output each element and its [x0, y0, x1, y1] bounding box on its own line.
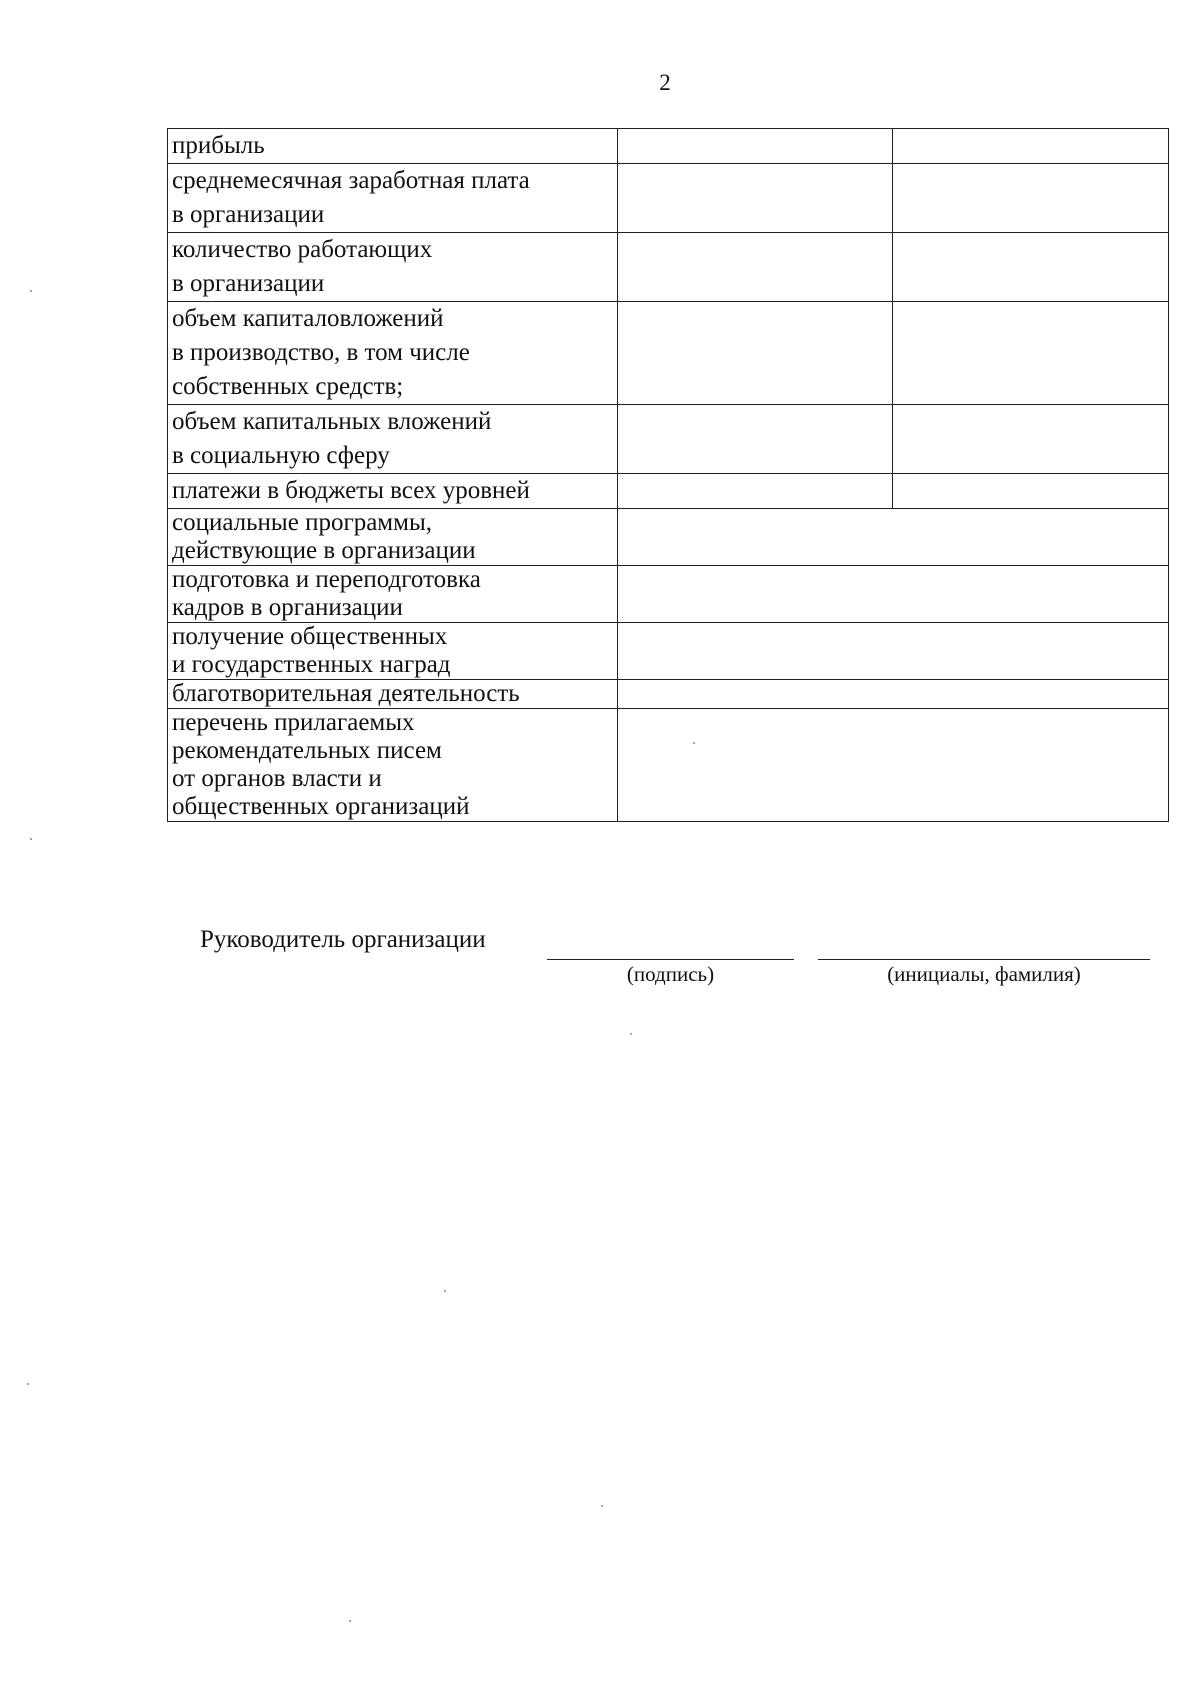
row-label-line: в организации	[172, 201, 325, 228]
row-label-cell	[168, 680, 618, 709]
table-row	[168, 680, 1169, 709]
row-label-line: собственных средств;	[172, 373, 404, 400]
value-cell[interactable]	[618, 164, 893, 233]
row-label-cell	[168, 509, 618, 566]
row-label-line: в организации	[172, 270, 325, 297]
row-label-line: в производство, в том числе	[172, 339, 470, 366]
table-row	[168, 405, 1169, 474]
value-cell[interactable]	[618, 129, 893, 164]
table-row	[168, 164, 1169, 233]
row-label-line: среднемесячная заработная плата	[172, 167, 530, 194]
signature-line	[547, 959, 794, 960]
value-cell[interactable]	[893, 474, 1169, 509]
row-label-cell	[168, 623, 618, 680]
table-body	[168, 129, 1169, 822]
signature-label: Руководитель организации	[200, 926, 486, 953]
scan-speck	[27, 1383, 29, 1385]
scan-speck	[30, 290, 32, 292]
row-label-line: действующие в организации	[172, 537, 476, 564]
name-line	[818, 959, 1150, 960]
row-label-line: социальные программы,	[172, 509, 432, 536]
row-label-cell	[168, 164, 618, 233]
value-cell[interactable]	[893, 233, 1169, 302]
table-row	[168, 233, 1169, 302]
scan-speck	[693, 742, 695, 744]
value-cell[interactable]	[618, 566, 1169, 623]
row-label-line: подготовка и переподготовка	[172, 566, 481, 593]
table-row	[168, 566, 1169, 623]
value-cell[interactable]	[618, 709, 1169, 822]
value-cell[interactable]	[893, 164, 1169, 233]
row-label-cell	[168, 405, 618, 474]
value-cell[interactable]	[618, 474, 893, 509]
row-label-line: кадров в организации	[172, 594, 403, 621]
value-cell[interactable]	[618, 623, 1169, 680]
row-label-cell	[168, 709, 618, 822]
value-cell[interactable]	[618, 233, 893, 302]
row-label-line: получение общественных	[172, 623, 448, 650]
table-row	[168, 623, 1169, 680]
row-label-cell	[168, 566, 618, 623]
value-cell[interactable]	[893, 129, 1169, 164]
value-cell[interactable]	[893, 302, 1169, 405]
row-label-line: общественных организаций	[172, 793, 470, 820]
row-label-line: объем капитальных вложений	[172, 408, 492, 435]
row-label-cell	[168, 129, 618, 164]
row-label-line: и государственных наград	[172, 651, 451, 678]
row-label-line: перечень прилагаемых	[172, 709, 415, 736]
table-row	[168, 474, 1169, 509]
scan-speck	[601, 1505, 603, 1507]
row-label-cell	[168, 302, 618, 405]
scan-speck	[630, 1033, 632, 1035]
scan-speck	[349, 1620, 351, 1622]
row-label-line: количество работающих	[172, 236, 433, 263]
value-cell[interactable]	[618, 302, 893, 405]
value-cell[interactable]	[618, 680, 1169, 709]
row-label-line: благотворительная деятельность	[172, 680, 520, 707]
organization-indicators-table	[167, 128, 1169, 822]
table-row	[168, 302, 1169, 405]
row-label-line: объем капиталовложений	[172, 305, 444, 332]
row-label-line: прибыль	[172, 132, 265, 159]
table-row	[168, 709, 1169, 822]
row-label-line: платежи в бюджеты всех уровней	[172, 477, 530, 504]
row-label-cell	[168, 474, 618, 509]
table-row	[168, 509, 1169, 566]
page-number: 2	[659, 70, 671, 95]
value-cell[interactable]	[618, 509, 1169, 566]
name-caption: (инициалы, фамилия)	[887, 962, 1081, 986]
row-label-line: от органов власти и	[172, 765, 382, 792]
scan-speck	[444, 1290, 446, 1292]
signature-caption: (подпись)	[626, 962, 715, 986]
row-label-line: в социальную сферу	[172, 442, 390, 469]
row-label-cell	[168, 233, 618, 302]
row-label-line: рекомендательных писем	[172, 737, 442, 764]
value-cell[interactable]	[893, 405, 1169, 474]
value-cell[interactable]	[618, 405, 893, 474]
table-row	[168, 129, 1169, 164]
scan-speck	[30, 838, 32, 840]
